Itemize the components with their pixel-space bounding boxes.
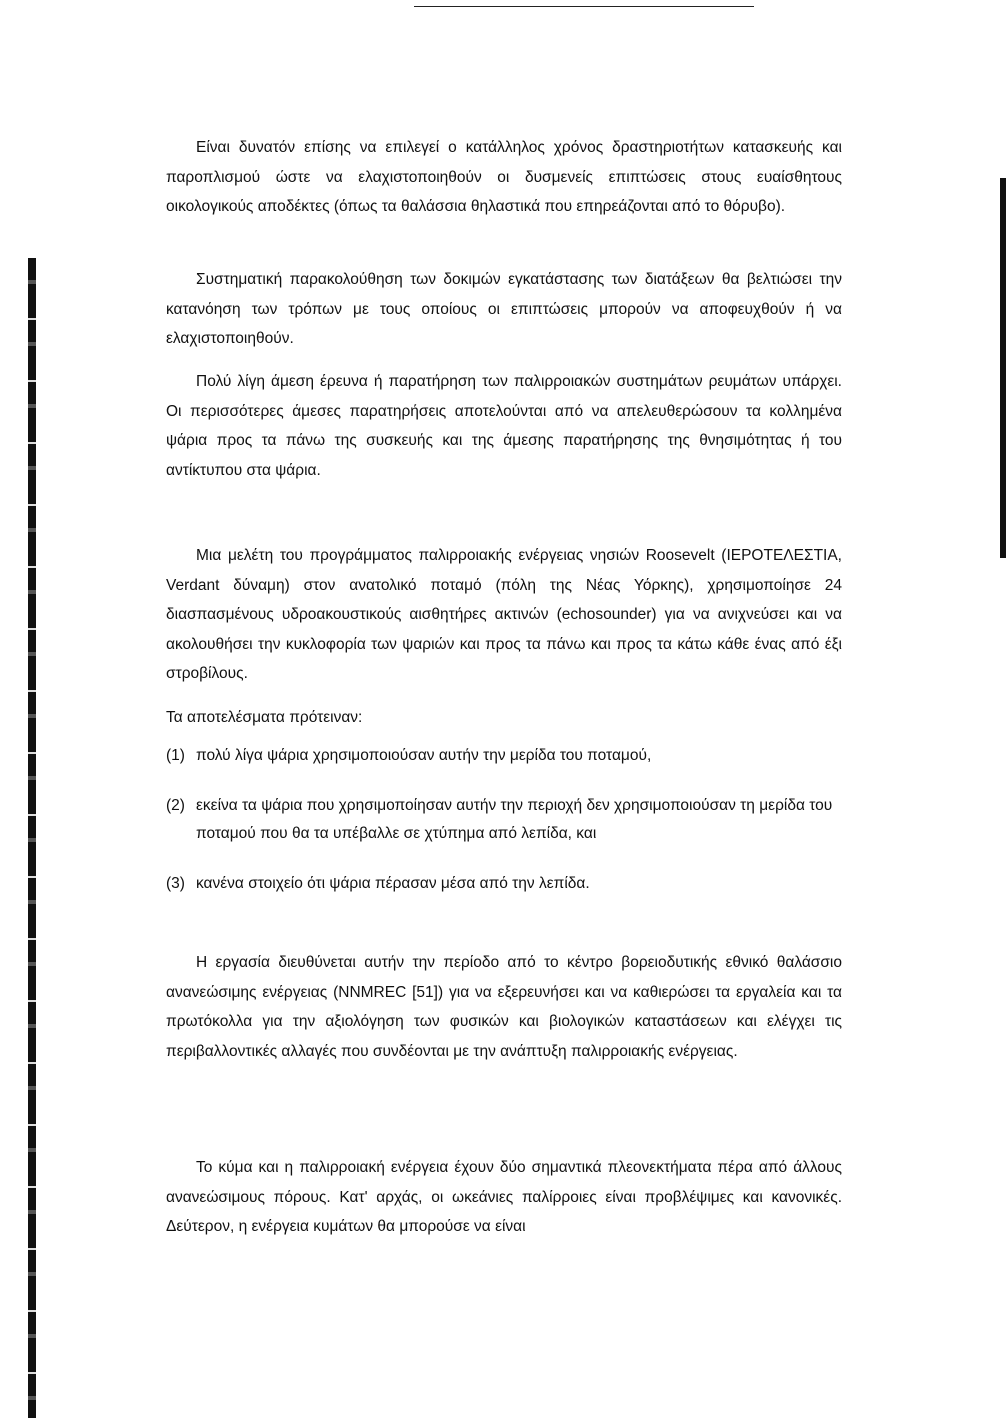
list-item xyxy=(166,870,842,898)
list-item-text: εκείνα τα ψάρια που χρησιμοποίησαν αυτήν την περιοχή δεν χρησιμοποιούσαν τη μερίδα του ποταμού που θα τα υπέβαλλε σε χτύπημα από λεπίδα, και xyxy=(196,797,833,842)
paragraph-advantages: Το κύμα και η παλιρροιακή ενέργεια έχουν δύο σημαντικά πλεονεκτήματα πέρα από άλλους ανανεώσιμους πόρους. Κατ' αρχάς, οι ωκεάνιες παλίρροιες είναι προβλέψιμες και κανονικές. Δεύτερον, η ενέργεια κυμάτων θα μπορούσε να είναι xyxy=(166,1159,842,1235)
list-item-number: (3) xyxy=(166,875,185,892)
list-item-number: (2) xyxy=(166,797,185,814)
scan-edge-left xyxy=(28,258,36,1418)
paragraph-monitoring: Συστηματική παρακολούθηση των δοκιμών εγκατάστασης των διατάξεων θα βελτιώσει την κατανόηση των τρόπων με τους οποίους οι επιπτώσεις μπορούν να αποφευχθούν ή να ελαχιστοποιηθούν. xyxy=(166,271,842,347)
list-item-text: πολύ λίγα ψάρια χρησιμοποιούσαν αυτήν την μερίδα του ποταμού, xyxy=(196,747,652,764)
list-item xyxy=(166,742,842,770)
paragraph-nnmrec: Η εργασία διευθύνεται αυτήν την περίοδο από το κέντρο βορειοδυτικής εθνικό θαλάσσιο ανανεώσιμης ενέργειας (NNMREC [51]) για να εξερευνήσει και να καθιερώσει τα εργαλεία και τα πρωτόκολλα για την αξιολόγηση των φυσικών και βιολογικών καταστάσεων και ελέγχει τις περιβαλλοντικές αλλαγές που συνδέονται με την ανάπτυξη παλιρροιακής ενέργειας. xyxy=(166,954,842,1060)
results-list xyxy=(166,742,842,920)
list-item-number: (1) xyxy=(166,747,185,764)
paragraph-observation: Πολύ λίγη άμεση έρευνα ή παρατήρηση των παλιρροιακών συστημάτων ρευμάτων υπάρχει. Οι περισσότερες άμεσες παρατηρήσεις αποτελούνται από να απελευθερώσουν τα κολλημένα ψάρια προς τα πάνω της συσκευής και της άμεσης παρατήρησης της θνησιμότητας ή του αντίκτυπου στα ψάρια. xyxy=(166,373,842,479)
paragraph-results-intro: Τα αποτελέσματα πρότειναν: xyxy=(166,709,363,726)
scan-edge-right xyxy=(1000,178,1006,558)
top-rule xyxy=(414,6,754,7)
list-item-text: κανένα στοιχείο ότι ψάρια πέρασαν μέσα από την λεπίδα. xyxy=(196,875,590,892)
paragraph-roosevelt-study: Μια μελέτη του προγράμματος παλιρροιακής ενέργειας νησιών Roosevelt (ΙΕΡΟΤΕΛΕΣΤΙΑ, Verdant δύναμη) στον ανατολικό ποταμό (πόλη της Νέας Υόρκης), χρησιμοποίησε 24 διασπασμένους υδροακουστικούς αισθητήρες ακτινών (echosounder) για να ανιχνεύσει και να ακολουθήσει την κυκλοφορία των ψαριών και προς τα πάνω και προς τα κάτω κάθε ένας από έξι στροβίλους. xyxy=(166,547,842,682)
list-item xyxy=(166,792,842,848)
paragraph-timing: Είναι δυνατόν επίσης να επιλεγεί ο κατάλληλος χρόνος δραστηριοτήτων κατασκευής και παροπλισμού ώστε να ελαχιστοποιηθούν οι δυσμενείς επιπτώσεις στους ευαίσθητους οικολογικούς αποδέκτες (όπως τα θαλάσσια θηλαστικά που επηρεάζονται από το θόρυβο). xyxy=(166,139,842,215)
